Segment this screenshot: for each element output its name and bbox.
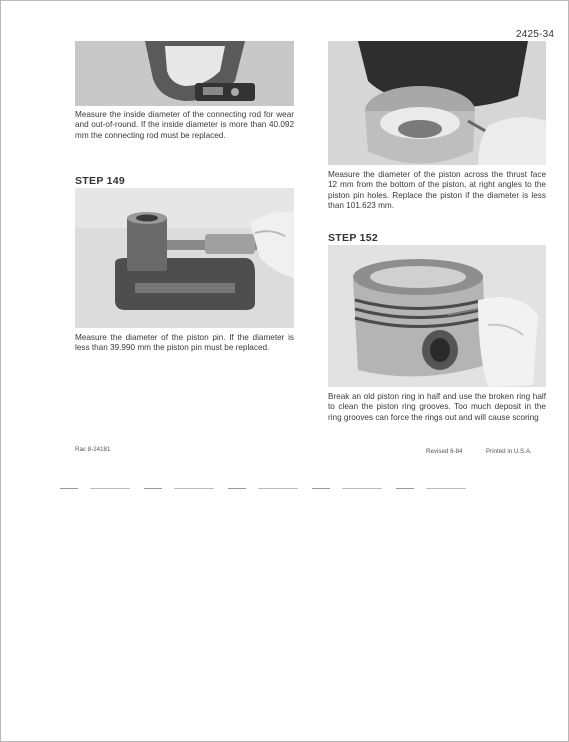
piston-pin-photo bbox=[75, 188, 294, 328]
piston-diameter-photo bbox=[328, 41, 546, 165]
scan-artifact-line bbox=[60, 488, 480, 489]
ring-groove-caption: Break an old piston ring in half and use the broken ring half to clean the piston ring grooves. Too much deposit in the ring grooves can force the rings out and will cause scoring bbox=[328, 392, 546, 422]
page-number: 2425-34 bbox=[516, 29, 555, 40]
footer-revised: Revised 6-84 bbox=[426, 448, 463, 455]
connecting-rod-caption: Measure the inside diameter of the connecting rod for wear and out-of-round. If the inside diameter is more than 40.092 mm the connecting rod must be replaced. bbox=[75, 110, 294, 140]
ring-groove-photo bbox=[328, 245, 546, 387]
step-149-heading: STEP 149 bbox=[75, 175, 126, 187]
footer-printed: Printed in U.S.A. bbox=[486, 448, 532, 455]
piston-pin-caption: Measure the diameter of the piston pin. If the diameter is less than 39.990 mm the piston pin must be replaced. bbox=[75, 333, 294, 353]
connecting-rod-photo bbox=[75, 41, 294, 106]
footer-left: Rac 8-24181 bbox=[75, 446, 111, 453]
step-152-heading: STEP 152 bbox=[328, 232, 379, 244]
piston-diameter-caption: Measure the diameter of the piston across the thrust face 12 mm from the bottom of the piston, at right angles to the piston pin holes. Replace the piston if the diameter is less than 101.623 mm. bbox=[328, 170, 546, 210]
